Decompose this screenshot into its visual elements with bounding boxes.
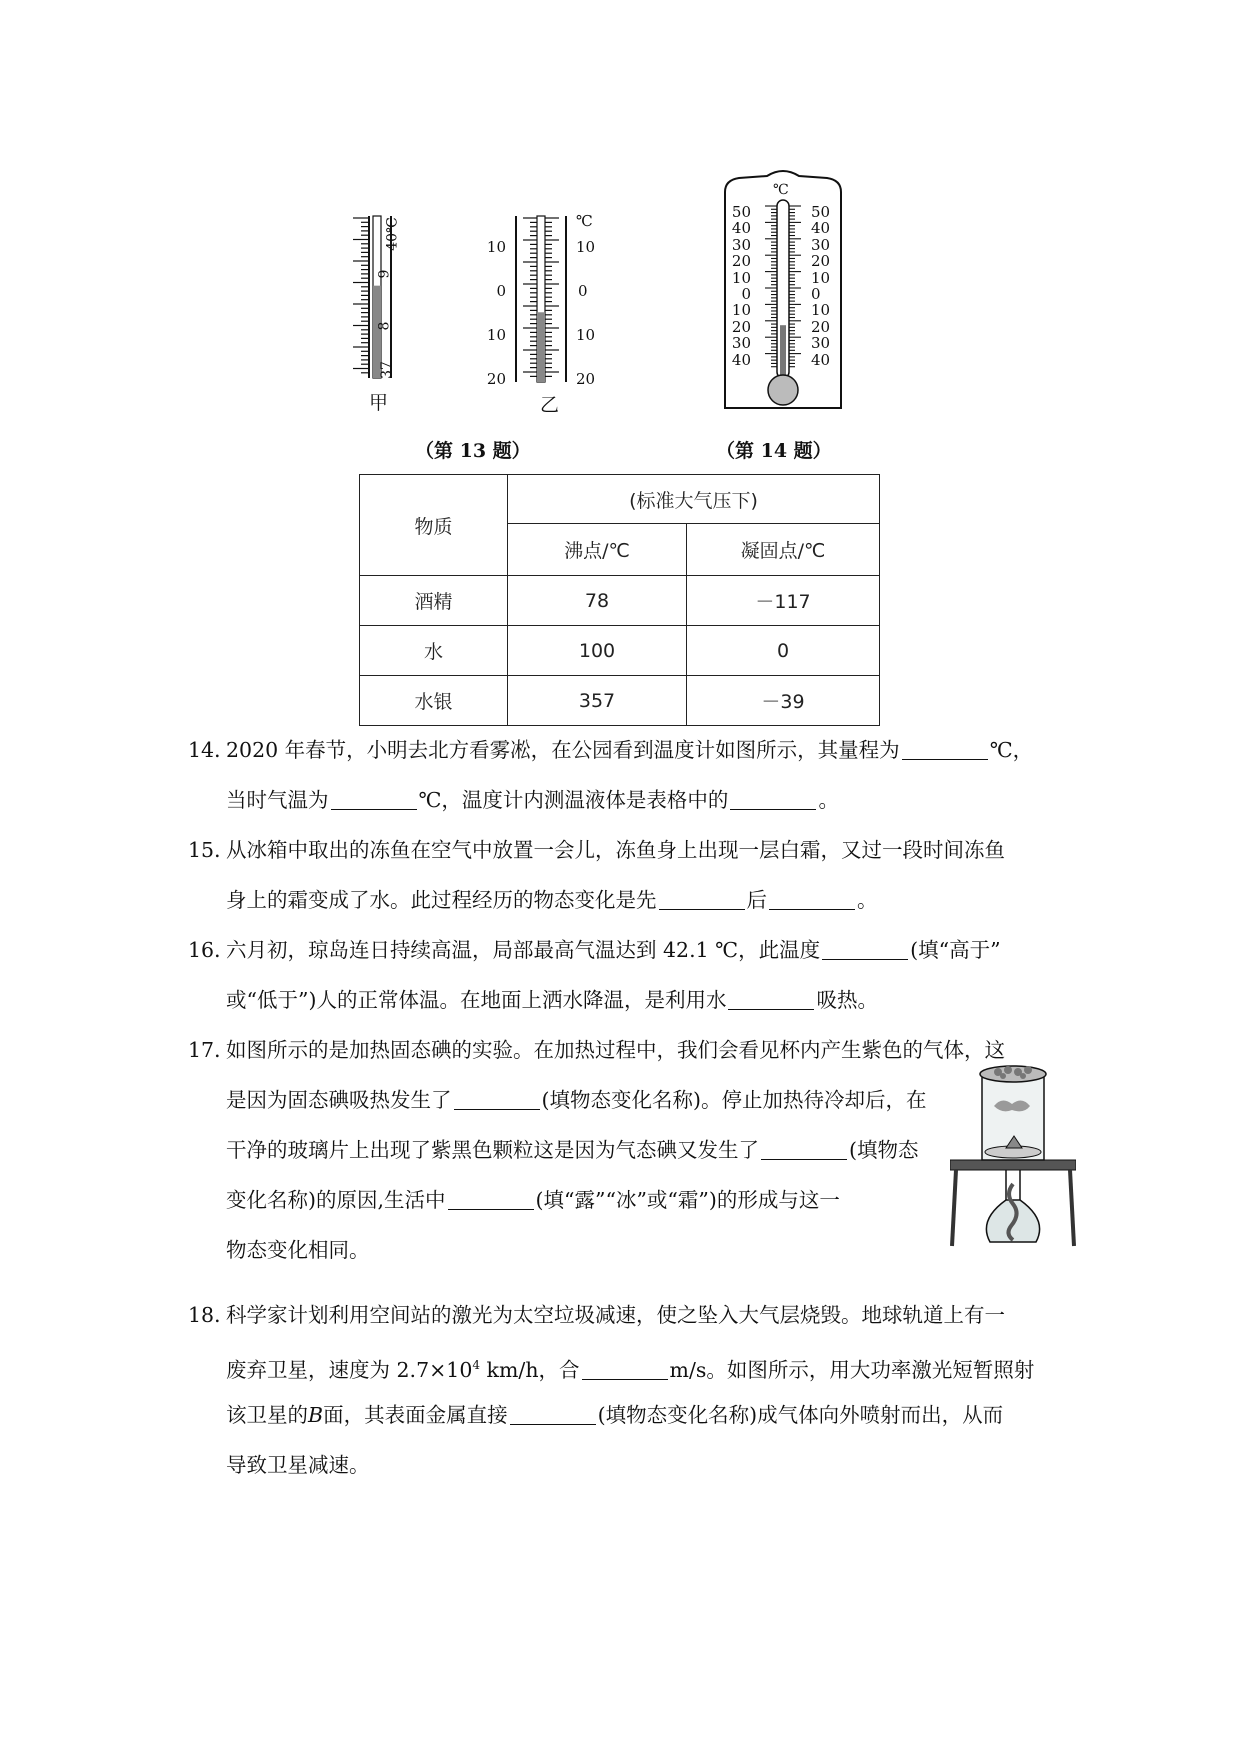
answer-blank[interactable] <box>730 789 816 810</box>
answer-blank[interactable] <box>582 1359 668 1380</box>
question-number: 17． <box>188 1038 235 1062</box>
exponent: 4 <box>472 1358 481 1372</box>
answer-blank[interactable] <box>728 989 814 1010</box>
jia-tick-37: 37 <box>378 361 395 379</box>
yi-right-tick-10a: 10 <box>576 238 596 256</box>
thermometer-yi-figure <box>508 212 574 386</box>
table-cell-boiling: 100 <box>508 626 687 676</box>
t14-left-10: 10 <box>731 268 751 287</box>
t14-left-m30: 30 <box>731 334 751 353</box>
question-number: 16． <box>188 938 235 962</box>
thermometer-14-bulb <box>768 375 798 405</box>
thermometer-yi-drawing <box>508 212 574 386</box>
t14-right-50: 50 <box>811 203 831 221</box>
thermometer-jia-tick-labels <box>376 212 401 379</box>
yi-right-tick-0: 0 <box>578 282 588 300</box>
glass-plate <box>980 1066 1046 1082</box>
question-number: 18． <box>188 1303 235 1327</box>
table-cell-freezing: －39 <box>687 676 880 726</box>
question-17: 17．如图所示的是加热固态碘的实验。在加热过程中，我们会看见杯内产生紫色的气体，这 是因为固态碘吸热发生了 (填物态变化名称)。停止加热待冷却后，在 干净的玻璃片上出现了紫黑色颗粒这是因为气态碘又发生了 (填物态 变化名称)的原因,生活中 (填“露”“冰”或“霜”)的形成与这一 物态变化相同。 <box>188 1025 1005 1275</box>
yi-left-tick-10b: 10 <box>486 326 506 344</box>
jia-tick-8: 8 <box>376 321 393 331</box>
t14-left-m10: 10 <box>731 301 751 320</box>
t14-left-0: 0 <box>741 285 751 304</box>
answer-blank[interactable] <box>769 889 855 910</box>
table-cell-name: 酒精 <box>360 576 508 626</box>
answer-blank[interactable] <box>454 1089 540 1110</box>
table-cell-freezing: －117 <box>687 576 880 626</box>
t14-left-m40: 40 <box>731 350 751 369</box>
thermometer-jia-label: 甲 <box>369 392 389 414</box>
table-cell-boiling: 357 <box>508 676 687 726</box>
yi-left-tick-20: 20 <box>486 370 506 388</box>
t14-left-m20: 20 <box>731 317 751 336</box>
thermometer-14-liquid <box>780 325 786 378</box>
thermometer-yi-right-scale <box>576 212 606 388</box>
thermometer-14-right-scale <box>811 204 839 368</box>
t14-right-m30: 30 <box>811 334 831 353</box>
thermometer-yi-left-scale <box>478 212 506 388</box>
iodine-apparatus-drawing <box>950 1060 1076 1248</box>
t14-right-40: 40 <box>811 219 831 238</box>
thermometer-yi-label: 乙 <box>540 394 560 416</box>
t14-right-m10: 10 <box>811 301 831 320</box>
yi-unit: ℃ <box>576 212 593 230</box>
yi-left-tick-0: 0 <box>496 282 506 300</box>
t14-left-30: 30 <box>731 235 751 254</box>
thermometer-14-left-scale <box>725 204 751 368</box>
t14-right-m20: 20 <box>811 317 831 336</box>
figure-14-caption: （第 14 题） <box>716 440 832 462</box>
table-row <box>360 626 880 676</box>
question-16: 16．六月初，琼岛连日持续高温，局部最高气温达到 42.1 ℃，此温度 (填“高于” 或“低于”)人的正常体温。在地面上洒水降温，是利用水 吸热。 <box>188 925 1001 1025</box>
t14-right-10: 10 <box>811 268 831 287</box>
t14-right-m40: 40 <box>811 350 831 369</box>
question-number: 14． <box>188 738 235 762</box>
table-row <box>360 576 880 626</box>
table-cell-freezing: 0 <box>687 626 880 676</box>
answer-blank[interactable] <box>761 1139 847 1160</box>
figure-13-caption: （第 13 题） <box>415 440 531 462</box>
question-number: 15． <box>188 838 235 862</box>
yi-right-tick-10b: 10 <box>576 326 596 344</box>
t14-right-0: 0 <box>811 285 821 304</box>
yi-right-tick-20: 20 <box>576 370 596 388</box>
table-cell-name: 水银 <box>360 676 508 726</box>
yi-left-tick-10a: 10 <box>486 238 506 256</box>
table-header-condition: (标准大气压下) <box>508 475 880 524</box>
table-row <box>360 676 880 726</box>
answer-blank[interactable] <box>448 1189 534 1210</box>
t14-left-50: 50 <box>731 203 751 221</box>
answer-blank[interactable] <box>822 939 908 960</box>
t14-left-20: 20 <box>731 252 751 271</box>
thermometer-14-unit: ℃ <box>773 182 789 198</box>
table-header-row <box>360 475 880 524</box>
answer-blank[interactable] <box>510 1404 596 1425</box>
table-cell-name: 水 <box>360 626 508 676</box>
question-15: 15．从冰箱中取出的冻鱼在空气中放置一会儿，冻鱼身上出现一层白霜，又过一段时间冻鱼 身上的霜变成了水。此过程经历的物态变化是先 后 。 <box>188 825 1005 925</box>
answer-blank[interactable] <box>659 889 745 910</box>
question-14: 14．2020 年春节，小明去北方看雾凇，在公园看到温度计如图所示，其量程为 ℃， 当时气温为 ℃，温度计内测温液体是表格中的 。 <box>188 725 1033 825</box>
substance-properties-table <box>359 474 880 726</box>
t14-right-20: 20 <box>811 252 831 271</box>
table-header-substance: 物质 <box>360 475 508 576</box>
table-header-boiling: 沸点/℃ <box>508 524 687 576</box>
t14-right-30: 30 <box>811 235 831 254</box>
iodine-heating-apparatus-figure <box>950 1060 1076 1248</box>
question-18: 18．科学家计划利用空间站的激光为太空垃圾减速，使之坠入大气层烧毁。地球轨道上有一 废弃卫星，速度为 $2.7\times 10^4$ km/h，合 m/s。如图所示，用大功率激光短暂照射 该卫星的B面，其表面金属直接 (填物态变化名称)成气体向外喷射而出，从而 导致卫星减速。 <box>188 1290 1034 1490</box>
t14-left-40: 40 <box>731 219 751 238</box>
answer-blank[interactable] <box>902 739 988 760</box>
thermometer-yi-liquid <box>537 312 545 382</box>
jia-tick-40: 40℃ <box>384 217 401 251</box>
table-header-freezing: 凝固点/℃ <box>687 524 880 576</box>
jia-tick-9: 9 <box>376 269 393 279</box>
answer-blank[interactable] <box>331 789 417 810</box>
thermometer-14-figure <box>721 168 845 414</box>
table-cell-boiling: 78 <box>508 576 687 626</box>
